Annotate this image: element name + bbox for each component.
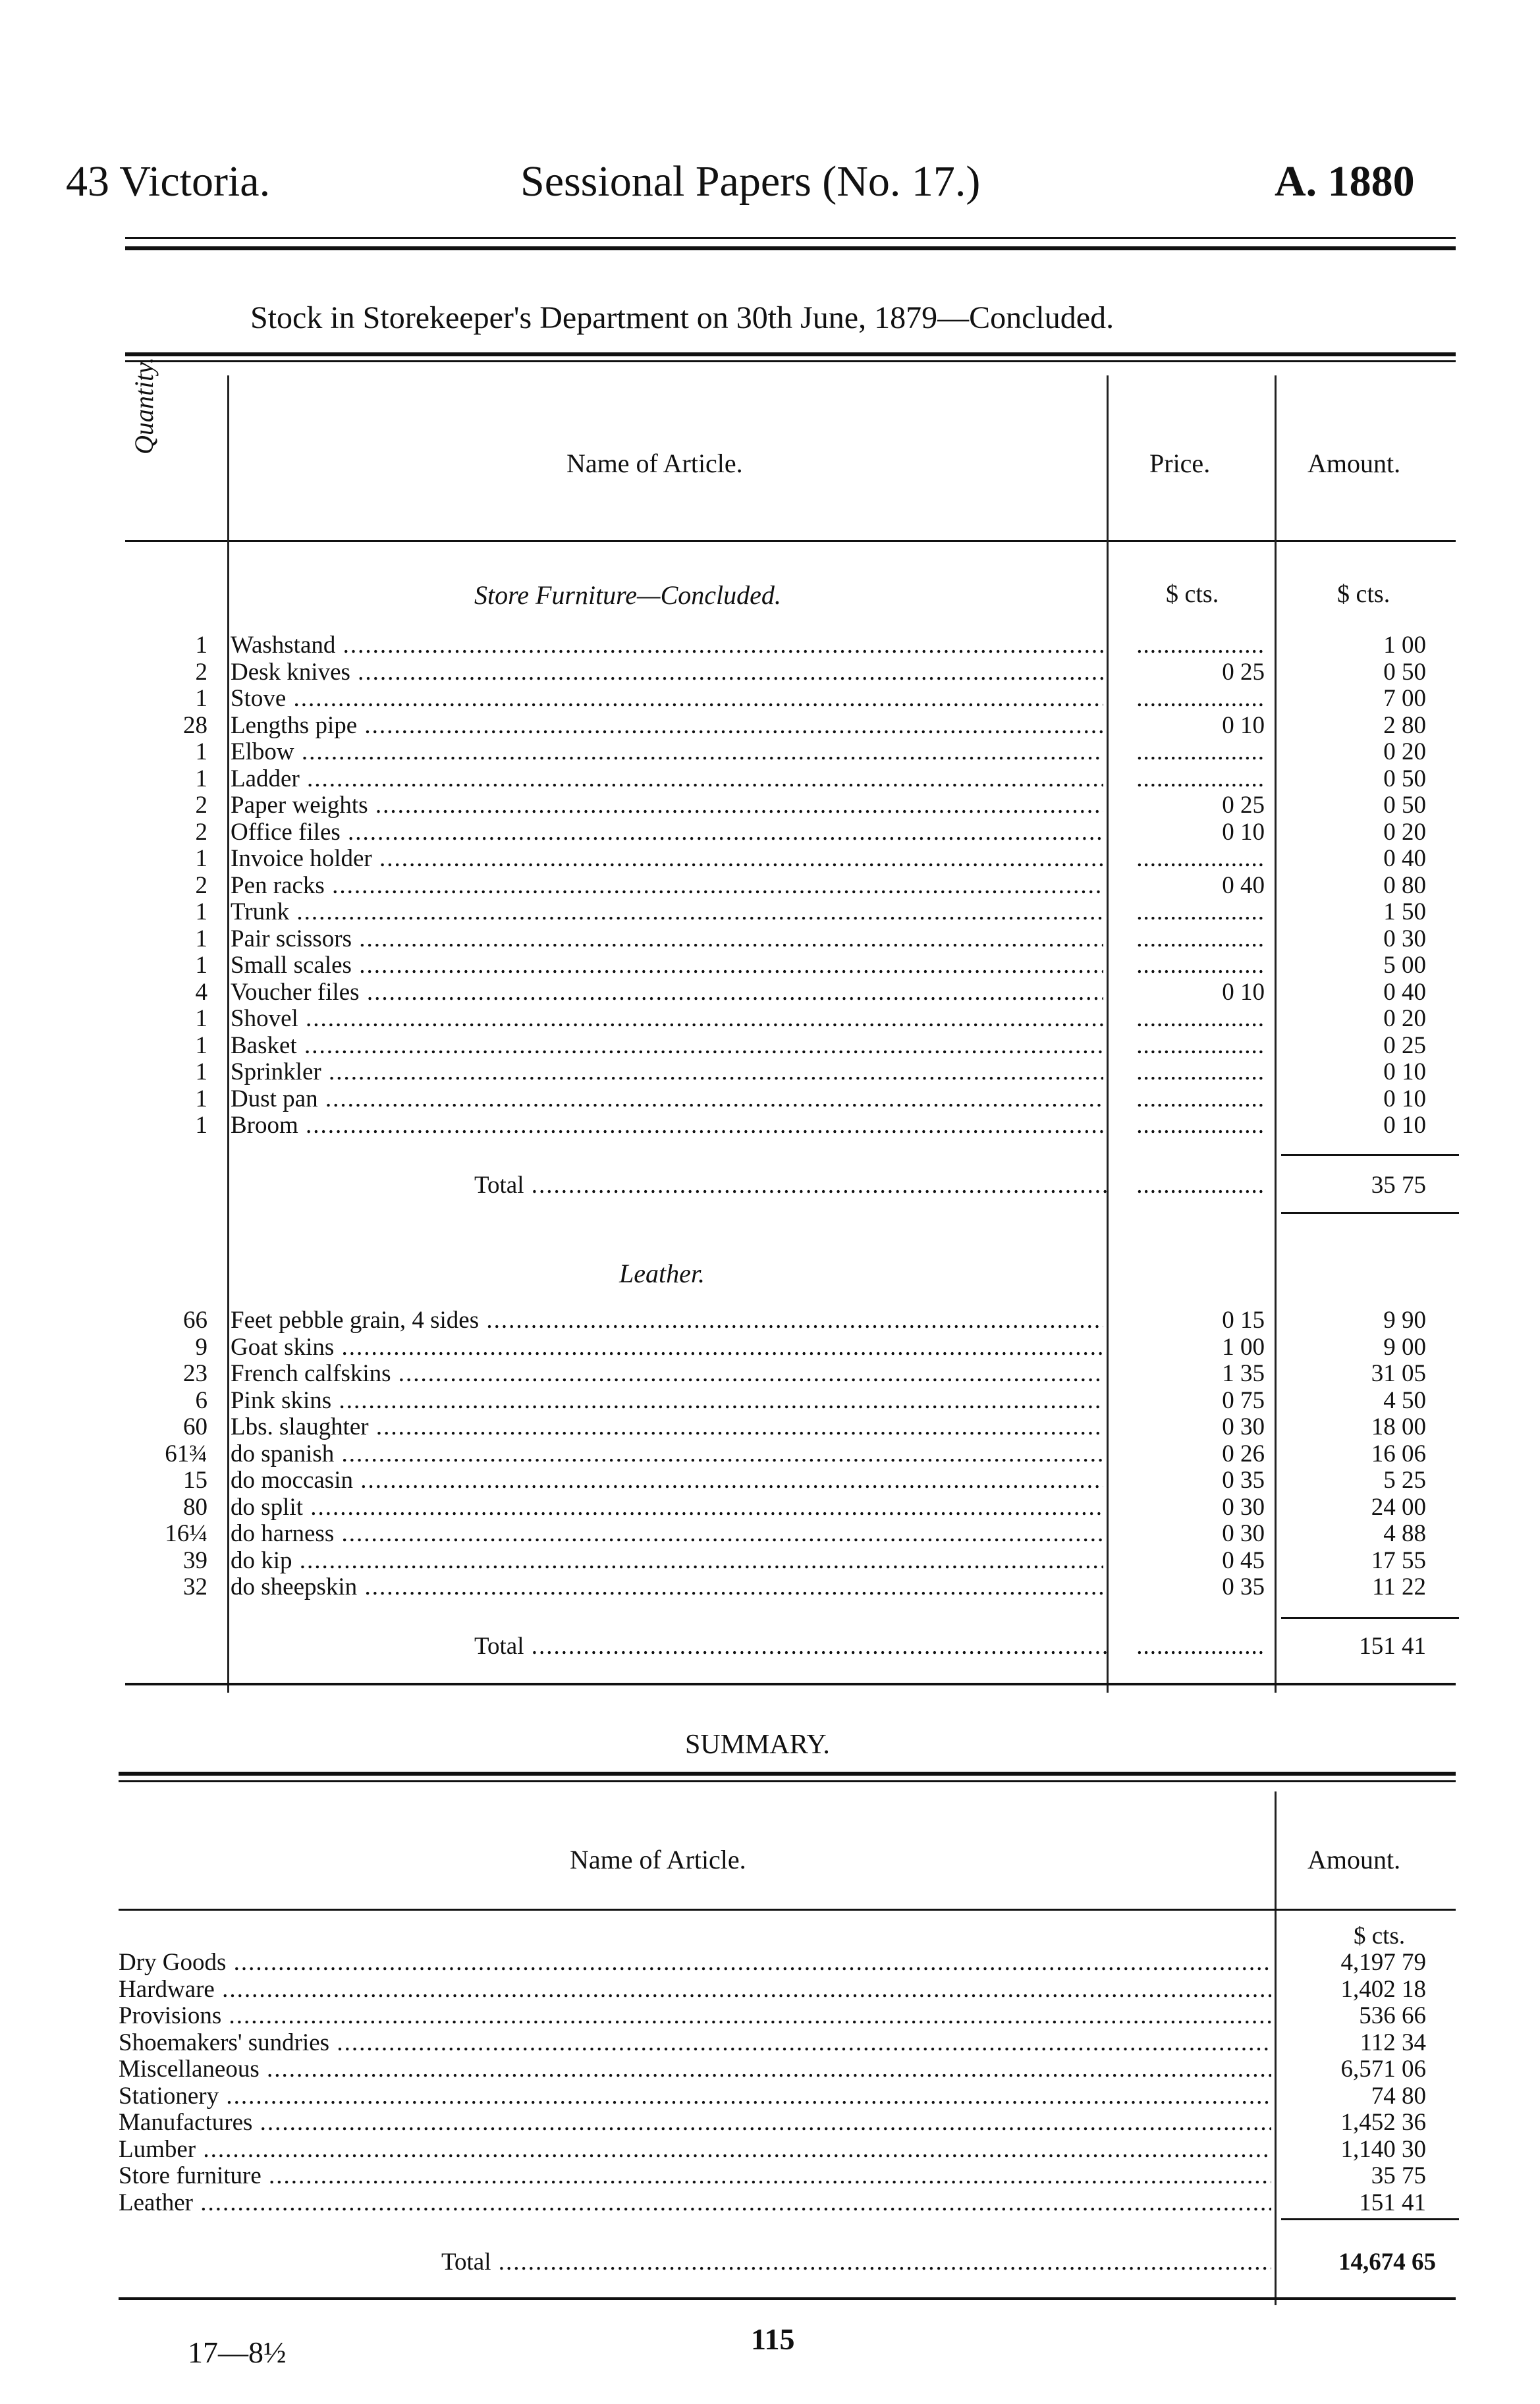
amount-cell: 0 10: [1383, 1058, 1426, 1085]
amount-cell: 5 00: [1383, 952, 1426, 979]
article-name-cell: Elbow .....: [231, 739, 1103, 765]
quantity-cell: 1: [195, 632, 207, 659]
amount-cell: 0 80: [1383, 871, 1426, 899]
article-name-cell: Desk knives .....: [231, 659, 1103, 686]
article-name-cell: do harness .....: [231, 1521, 1103, 1547]
summary-amount-cell: 1,140 30: [1340, 2135, 1426, 2163]
article-name-cell: Basket .....: [231, 1033, 1103, 1059]
quantity-cell: 1: [195, 1031, 207, 1059]
quantity-cell: 2: [195, 792, 207, 819]
quantity-cell: 1: [195, 1112, 207, 1139]
amount-cell: 0 20: [1383, 818, 1426, 846]
quantity-cell: 1: [195, 1058, 207, 1085]
price-cell: 0 35: [1222, 1467, 1265, 1494]
amount-cell: 11 22: [1372, 1573, 1426, 1600]
article-name-cell: Trunk .....: [231, 899, 1103, 925]
amount-cell: 17 55: [1371, 1546, 1426, 1574]
article-name-cell: Pen racks .....: [231, 873, 1103, 899]
price-cell: [1113, 926, 1265, 952]
summary-amount-cell: 151 41: [1359, 2189, 1426, 2216]
price-cell: 0 25: [1222, 792, 1265, 819]
quantity-cell: 1: [195, 685, 207, 712]
article-name-cell: Shovel .....: [231, 1006, 1103, 1032]
quantity-cell: 15: [183, 1467, 207, 1494]
leather-total-price-blank: [1113, 1633, 1265, 1660]
summary-article-name: Stationery .....: [119, 2083, 1271, 2110]
article-name-cell: do sheepskin .....: [231, 1574, 1103, 1600]
summary-header-rule: [119, 1909, 1456, 1911]
article-name-cell: Small scales .....: [231, 952, 1103, 979]
summary-subtotal-rule: [1281, 2218, 1459, 2220]
summary-amount-cell: 6,571 06: [1340, 2056, 1426, 2083]
summary-amount-cell: 35 75: [1371, 2162, 1426, 2189]
quantity-cell: 1: [195, 925, 207, 952]
article-name-cell: Office files .....: [231, 819, 1103, 846]
quantity-cell: 2: [195, 871, 207, 899]
summary-total-label: Total .....: [441, 2249, 1271, 2276]
quantity-cell: 9: [195, 1333, 207, 1361]
summary-total-amount: 14,674 65: [1338, 2249, 1436, 2276]
amount-cell: 0 40: [1383, 978, 1426, 1006]
quantity-cell: 1: [195, 765, 207, 792]
amount-cell: 31 05: [1371, 1360, 1426, 1387]
quantity-cell: 1: [195, 1005, 207, 1032]
price-cell: 1 00: [1222, 1333, 1265, 1361]
total-label: Total .....: [474, 1172, 1107, 1199]
article-name-cell: Goat skins .....: [231, 1334, 1103, 1361]
leather-total-label: Total .....: [474, 1633, 1107, 1660]
amount-cell: 4 88: [1383, 1520, 1426, 1547]
article-name-cell: Feet pebble grain, 4 sides .....: [231, 1307, 1103, 1334]
quantity-column-line: [227, 375, 229, 1693]
summary-amount-cell: 1,402 18: [1340, 1975, 1426, 2003]
price-cell: 0 10: [1222, 711, 1265, 739]
price-cell: [1113, 1033, 1265, 1059]
price-cell: 0 75: [1222, 1386, 1265, 1414]
amount-cell: 0 50: [1383, 792, 1426, 819]
summary-amount-header: Amount.: [1307, 1845, 1401, 1874]
article-name-cell: Voucher files .....: [231, 979, 1103, 1006]
table-title: Stock in Storekeeper's Department on 30th June, 1879—Concluded.: [250, 300, 1114, 335]
quantity-cell: 32: [183, 1573, 207, 1600]
summary-article-name: Lumber .....: [119, 2137, 1271, 2163]
price-unit: $ cts.: [1166, 580, 1219, 608]
article-name-cell: Pair scissors .....: [231, 926, 1103, 952]
amount-cell: 0 40: [1383, 845, 1426, 872]
amount-cell: 0 50: [1383, 765, 1426, 792]
amount-cell: 0 20: [1383, 738, 1426, 765]
amount-cell: 5 25: [1383, 1467, 1426, 1494]
amount-cell: 1 50: [1383, 898, 1426, 925]
price-cell: [1113, 1112, 1265, 1139]
price-cell: [1113, 1059, 1265, 1085]
price-cell: [1113, 1086, 1265, 1112]
summary-amount-cell: 74 80: [1371, 2082, 1426, 2110]
price-cell: [1113, 686, 1265, 712]
summary-amount-cell: 112 34: [1360, 2029, 1426, 2056]
price-cell: 0 10: [1222, 978, 1265, 1006]
article-name-cell: do spanish .....: [231, 1441, 1103, 1467]
quantity-cell: 60: [183, 1413, 207, 1440]
quantity-cell: 1: [195, 845, 207, 872]
article-name-cell: French calfskins .....: [231, 1361, 1103, 1387]
amount-column-line: [1275, 375, 1277, 1693]
quantity-cell: 1: [195, 952, 207, 979]
article-name-cell: Pink skins .....: [231, 1388, 1103, 1414]
summary-amount-column-line: [1275, 1791, 1277, 2305]
summary-amount-cell: 1,452 36: [1340, 2109, 1426, 2136]
header-left: 43 Victoria.: [66, 157, 271, 205]
header-right: A. 1880: [1275, 157, 1415, 205]
quantity-cell: 16¼: [165, 1520, 207, 1547]
article-name-cell: Sprinkler .....: [231, 1059, 1103, 1085]
price-cell: 0 35: [1222, 1573, 1265, 1600]
summary-amount-unit: $ cts.: [1354, 1923, 1406, 1950]
amount-cell: 16 06: [1371, 1440, 1426, 1467]
leather-title: Leather.: [619, 1259, 705, 1288]
amount-cell: 0 30: [1383, 925, 1426, 952]
article-name-cell: Lbs. slaughter .....: [231, 1414, 1103, 1440]
quantity-cell: 2: [195, 658, 207, 686]
quantity-cell: 2: [195, 818, 207, 846]
price-cell: [1113, 632, 1265, 659]
summary-amount-cell: 4,197 79: [1340, 1949, 1426, 1976]
quantity-cell: 1: [195, 738, 207, 765]
quantity-cell: 6: [195, 1386, 207, 1414]
quantity-cell: 1: [195, 898, 207, 925]
article-name-cell: Invoice holder .....: [231, 846, 1103, 872]
summary-amount-cell: 536 66: [1359, 2002, 1426, 2029]
footer-signature-mark: 17—8½: [188, 2336, 287, 2369]
price-cell: [1113, 739, 1265, 765]
summary-article-name: Manufactures .....: [119, 2110, 1271, 2136]
summary-article-name: Leather .....: [119, 2190, 1271, 2216]
quantity-cell: 4: [195, 978, 207, 1006]
amount-cell: 0 50: [1383, 658, 1426, 686]
article-name-cell: do moccasin .....: [231, 1467, 1103, 1494]
page-number: 115: [751, 2322, 795, 2356]
price-cell: [1113, 952, 1265, 979]
price-cell: 1 35: [1222, 1360, 1265, 1387]
article-name-cell: do split .....: [231, 1494, 1103, 1521]
article-name-cell: Dust pan .....: [231, 1086, 1103, 1112]
header-rule-thick: [125, 246, 1456, 250]
quantity-cell: 80: [183, 1493, 207, 1521]
summary-article-name: Miscellaneous .....: [119, 2056, 1271, 2083]
table-top-rule-thin: [125, 360, 1456, 362]
summary-top-rule-thin: [119, 1780, 1456, 1782]
amount-unit: $ cts.: [1337, 580, 1390, 608]
column-header-rule: [125, 540, 1456, 542]
quantity-cell: 1: [195, 1085, 207, 1112]
quantity-cell: 66: [183, 1307, 207, 1334]
amount-cell: 7 00: [1383, 685, 1426, 712]
price-cell: 0 26: [1222, 1440, 1265, 1467]
amount-cell: 0 10: [1383, 1112, 1426, 1139]
amount-header: Amount.: [1307, 449, 1401, 478]
amount-cell: 2 80: [1383, 711, 1426, 739]
price-header: Price.: [1149, 449, 1211, 478]
article-name-cell: do kip .....: [231, 1548, 1103, 1574]
amount-cell: 0 20: [1383, 1005, 1426, 1032]
name-header: Name of Article.: [566, 449, 743, 478]
table-bottom-rule: [125, 1683, 1456, 1685]
article-name-cell: Broom .....: [231, 1112, 1103, 1139]
store-furniture-title: Store Furniture—Concluded.: [474, 580, 781, 610]
price-cell: 0 30: [1222, 1520, 1265, 1547]
price-cell: 0 25: [1222, 658, 1265, 686]
price-cell: 0 30: [1222, 1493, 1265, 1521]
summary-title: SUMMARY.: [685, 1730, 830, 1760]
article-name-cell: Ladder .....: [231, 766, 1103, 792]
amount-cell: 4 50: [1383, 1386, 1426, 1414]
summary-article-name: Shoemakers' sundries .....: [119, 2030, 1271, 2056]
summary-top-rule: [119, 1772, 1456, 1776]
total-amount: 35 75: [1371, 1172, 1426, 1199]
summary-article-name: Provisions .....: [119, 2003, 1271, 2029]
table-top-rule: [125, 352, 1456, 356]
article-name-cell: Paper weights .....: [231, 792, 1103, 819]
quantity-cell: 28: [183, 711, 207, 739]
summary-article-name: Dry Goods .....: [119, 1950, 1271, 1976]
price-cell: 0 30: [1222, 1413, 1265, 1440]
price-column-line: [1107, 375, 1109, 1693]
price-cell: [1113, 1006, 1265, 1032]
header-center: Sessional Papers (No. 17.): [520, 157, 981, 205]
price-cell: 0 10: [1222, 818, 1265, 846]
price-cell: [1113, 846, 1265, 872]
leather-total-amount: 151 41: [1359, 1633, 1426, 1660]
subtotal-rule: [1281, 1154, 1459, 1156]
article-name-cell: Stove .....: [231, 686, 1103, 712]
summary-article-name: Store furniture .....: [119, 2163, 1271, 2189]
header-rule: [125, 237, 1456, 239]
quantity-cell: 61¾: [165, 1440, 207, 1467]
article-name-cell: Washstand .....: [231, 632, 1103, 659]
price-cell: 0 45: [1222, 1546, 1265, 1574]
summary-article-name: Hardware .....: [119, 1977, 1271, 2003]
leather-subtotal-rule: [1281, 1617, 1459, 1619]
quantity-header: Quantity.: [129, 357, 159, 454]
quantity-cell: 23: [183, 1360, 207, 1387]
amount-cell: 24 00: [1371, 1493, 1426, 1521]
amount-cell: 0 10: [1383, 1085, 1426, 1112]
amount-cell: 0 25: [1383, 1031, 1426, 1059]
amount-cell: 9 00: [1383, 1333, 1426, 1361]
total-rule: [1281, 1212, 1459, 1214]
amount-cell: 18 00: [1371, 1413, 1426, 1440]
price-cell: 0 15: [1222, 1307, 1265, 1334]
price-cell: [1113, 766, 1265, 792]
summary-bottom-rule: [119, 2297, 1456, 2300]
price-cell: 0 40: [1222, 871, 1265, 899]
price-cell: [1113, 899, 1265, 925]
summary-name-header: Name of Article.: [570, 1845, 746, 1874]
amount-cell: 9 90: [1383, 1307, 1426, 1334]
amount-cell: 1 00: [1383, 632, 1426, 659]
article-name-cell: Lengths pipe .....: [231, 713, 1103, 739]
quantity-cell: 39: [183, 1546, 207, 1574]
total-price-blank: [1113, 1172, 1265, 1199]
